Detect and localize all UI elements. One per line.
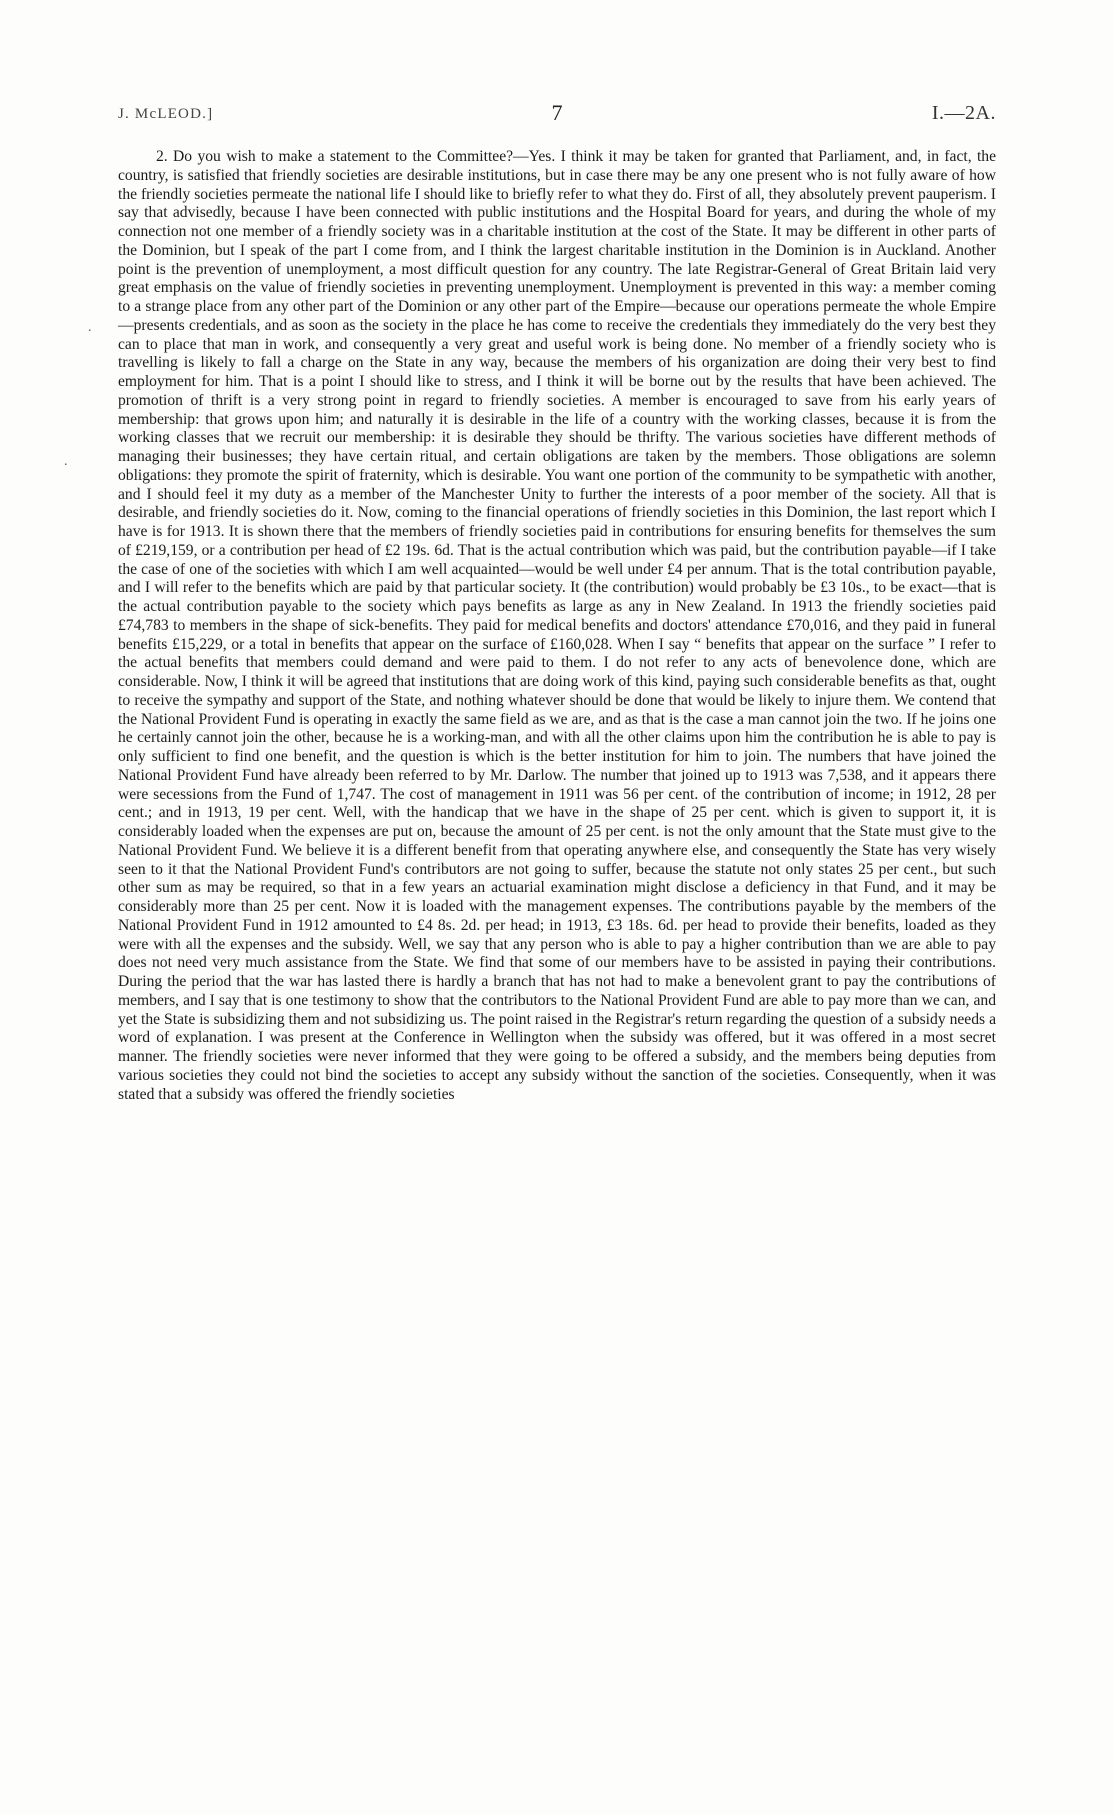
witness-name-header: J. McLEOD.]: [118, 106, 214, 122]
margin-mark: .: [88, 320, 92, 335]
running-head: [118, 100, 996, 130]
page-number: 7: [551, 100, 563, 125]
testimony-paragraph: 2. Do you wish to make a statement to the Committee?—Yes. I think it may be taken for granted that Parliament, and, in fact, the country, is satisfied that friendly societies are desirable institutions, but in case there may be any one present who is not fully aware of how the friendly societies permeate the national life I should like to briefly refer to what they do. First of all, they absolutely prevent pauperism. I say that advisedly, because I have been connected with public institutions and the Hospital Board for years, and during the whole of my connection not one member of a friendly society was in a charitable institution at the cost of the State. It may be different in other parts of the Dominion, but I speak of the part I come from, and I think the largest charitable institution in the Dominion is in Auckland. Another point is the prevention of unemployment, a most difficult question for any country. The late Registrar-General of Great Britain laid very great emphasis on the value of friendly societies in preventing unemployment. Unemployment is prevented in this way: a member coming to a strange place from any other part of the Dominion or any other part of the Empire—because our operations permeate the whole Empire—presents credentials, and as soon as the society in the place he has come to receive the credentials they immediately do the very best they can to place that man in work, and consequently a very great and useful work is being done. No member of a friendly society who is travelling is likely to fall a charge on the State in any way, because the members of his organization are doing their very best to find employment for him. That is a point I should like to stress, and I think it will be borne out by the results that have been achieved. The promotion of thrift is a very strong point in regard to friendly societies. A member is encouraged to save from his early years of membership: that grows upon him; and naturally it is desirable in the life of a country with the working classes, because it is from the working classes that we recruit our membership: it is desirable they should be thrifty. The various societies have different methods of managing their businesses; they have certain ritual, and certain obligations are taken by the members. Those obligations are solemn obligations: they promote the spirit of fraternity, which is desirable. You want one portion of the community to be sympathetic with another, and I should feel it my duty as a member of the Manchester Unity to further the interests of a poor member of the society. All that is desirable, and friendly societies do it. Now, coming to the financial operations of friendly societies in this Dominion, the last report which I have is for 1913. It is shown there that the members of friendly societies paid in contributions for ensuring benefits for themselves the sum of £219,159, or a contribution per head of £2 19s. 6d. That is the actual contribution which was paid, but the contribution payable—if I take the case of one of the societies with which I am well acquainted—would be well under £4 per annum. That is the total contribution payable, and I will refer to the benefits which are paid by that particular society. It (the contribution) would probably be £3 10s., to be exact—that is the actual contribution payable to the society which pays benefits as large as any in New Zealand. In 1913 the friendly societies paid £74,783 to members in the shape of sick-benefits. They paid for medical benefits and doctors' attendance £70,016, and they paid in funeral benefits £15,229, or a total in benefits that appear on the surface of £160,028. When I say “ benefits that appear on the surface ” I refer to the actual benefits that members could demand and were paid to them. I do not refer to any acts of benevolence done, which are considerable. Now, I think it will be agreed that institutions that are doing work of this kind, paying such considerable benefits as that, ought to receive the sympathy and support of the State, and nothing whatever should be done that would be likely to injure them. We contend that the National Provident Fund is operating in exactly the same field as we are, and as that is the case a man cannot join the two. If he joins one he certainly cannot join the other, because he is a working-man, and with all the other claims upon him the contribution he is able to pay is only sufficient to find one benefit, and the question is which is the better institution for him to join. The numbers that have joined the National Provident Fund have already been referred to by Mr. Darlow. The number that joined up to 1913 was 7,538, and it appears there were secessions from the Fund of 1,747. The cost of management in 1911 was 56 per cent. of the contribution of income; in 1912, 28 per cent.; and in 1913, 19 per cent. Well, with the handicap that we have in the shape of 25 per cent. which is given to support it, it is considerably loaded when the expenses are put on, because the amount of 25 per cent. is not the only amount that the State must give to the National Provident Fund. We believe it is a different benefit from that operating anywhere else, and consequently the State has very wisely seen to it that the National Provident Fund's contributors are not going to suffer, because the statute not only states 25 per cent., but such other sum as may be required, so that in a few years an actuarial examination might disclose a deficiency in that Fund, and it may be considerably more than 25 per cent. Now it is loaded with the management expenses. The contributions payable by the members of the National Provident Fund in 1912 amounted to £4 8s. 2d. per head; in 1913, £3 18s. 6d. per head to provide their benefits, loaded as they were with all the expenses and the subsidy. Well, we say that any person who is able to pay a higher contribution than we are able to pay does not need very much assistance from the State. We find that some of our members have to be assisted in paying their contributions. During the period that the war has lasted there is hardly a branch that has not had to make a benevolent grant to pay the contributions of members, and I say that is one testimony to show that the contributors to the National Provident Fund are able to pay more than we can, and yet the State is subsidizing them and not subsidizing us. The point raised in the Registrar's return regarding the question of a subsidy needs a word of explanation. I was present at the Conference in Wellington when the subsidy was offered, but it was offered in a most secret manner. The friendly societies were never informed that they were going to be offered a subsidy, and the members being deputies from various societies they could not bind the societies to accept any subsidy without the sanction of the societies. Consequently, when it was stated that a subsidy was offered the friendly societies: [118, 148, 996, 1103]
document-code: I.—2A.: [931, 102, 996, 124]
margin-mark: .: [64, 454, 68, 469]
